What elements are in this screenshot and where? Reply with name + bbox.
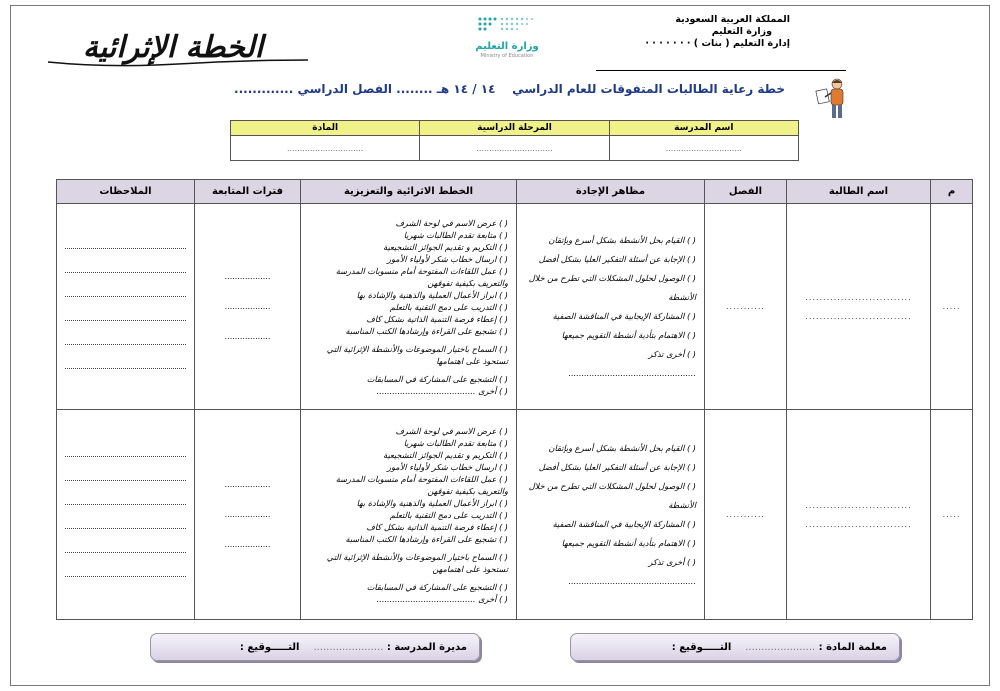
notes-line[interactable] bbox=[65, 307, 186, 321]
mastery-other-line[interactable]: ................................................. bbox=[568, 575, 696, 586]
plan-item[interactable]: ( ) عمل اللقاءات المفتوحة أمام منسوبات المدرسة والتعريف بكيفية تفوقهن bbox=[335, 473, 508, 496]
row-mastery bbox=[517, 204, 705, 410]
notes-line[interactable] bbox=[65, 283, 186, 297]
plan-item[interactable]: ( ) التكريم و تقديم الجوائز التشجيعية bbox=[383, 449, 508, 460]
mastery-item[interactable]: ( ) الاهتمام بتأدية أنشطة التقويم جميعها bbox=[561, 329, 696, 340]
table-row bbox=[57, 204, 973, 410]
mastery-item[interactable]: ( ) القيام بحل الأنشطة بشكل أسرع وبإتقان bbox=[548, 442, 696, 453]
mastery-item[interactable]: ( ) المشاركة الإيجابية في المناقشة الصفية bbox=[552, 518, 696, 529]
plan-item[interactable]: ( ) ارسال خطاب شكر لأولياء الأمور bbox=[387, 253, 508, 264]
ministry-label: وزارة التعليم bbox=[711, 26, 772, 37]
row-notes bbox=[57, 204, 195, 410]
department-label: إدارة التعليم ( بنات ) ‎· · · · · · · bbox=[645, 38, 790, 49]
row-followup bbox=[195, 204, 301, 410]
col-header-mastery: مظاهر الإجادة bbox=[517, 180, 705, 204]
notes-line[interactable] bbox=[65, 443, 186, 457]
row-class[interactable]: ........... bbox=[705, 204, 787, 410]
student-line: .............................. bbox=[805, 500, 912, 510]
notes-line[interactable] bbox=[65, 467, 186, 481]
plan-item[interactable]: ( ) تشجيع على القراءة وإرشادها الكتب المناسبة bbox=[345, 533, 508, 544]
logo-english-text: Ministry of Education bbox=[480, 53, 534, 59]
col-header-num: م bbox=[931, 180, 973, 204]
kingdom-label: المملكة العربية السعودية bbox=[675, 14, 790, 25]
teacher-signature-box[interactable] bbox=[570, 633, 900, 661]
row-mastery bbox=[517, 410, 705, 620]
followup-line[interactable]: .................. bbox=[224, 479, 271, 489]
plan-item[interactable]: ( ) التدريب على دمج التقنية بالتعلم bbox=[389, 509, 508, 520]
plan-item[interactable]: ( ) التشجيع على المشاركة في المسابقات bbox=[366, 373, 508, 384]
plan-item[interactable]: ( ) عمل اللقاءات المفتوحة أمام منسوبات المدرسة والتعريف بكيفية تفوقهن bbox=[335, 265, 508, 288]
mastery-item[interactable]: ( ) الوصول لحلول المشكلات التي تطرح من خلال الأنشطة bbox=[528, 480, 696, 510]
plan-title-semester: الفصل الدراسي ............. bbox=[234, 82, 392, 96]
row-plans bbox=[301, 204, 517, 410]
mastery-item[interactable]: ( ) الإجابة عن أسئلة التفكير العليا بشكل أفضل bbox=[538, 461, 696, 472]
plan-item[interactable]: ( ) أخرى ...................................... bbox=[376, 593, 508, 604]
plan-title-main: خطة رعاية الطالبات المتفوقات للعام الدراسي bbox=[512, 82, 785, 96]
plan-item[interactable]: ( ) متابعة تقدم الطالبات شهريا bbox=[403, 437, 508, 448]
calligraphy-text: الخطة الإثرائية bbox=[82, 30, 264, 65]
notes-line[interactable] bbox=[65, 355, 186, 369]
principal-sign-label: التـــــوقيع : bbox=[239, 642, 300, 653]
notes-line[interactable] bbox=[65, 259, 186, 273]
row-num[interactable]: ..... bbox=[931, 410, 973, 620]
teacher-label: معلمة المادة : bbox=[818, 642, 887, 653]
col-header-student: اسم الطالبة bbox=[787, 180, 931, 204]
plan-item[interactable]: ( ) ابراز الأعمال العملية والذهنية والإشادة بها bbox=[356, 497, 508, 508]
principal-label: مديرة المدرسة : bbox=[386, 642, 467, 653]
notes-line[interactable] bbox=[65, 539, 186, 553]
plan-item[interactable]: ( ) عرض الاسم في لوحة الشرف bbox=[395, 217, 508, 228]
plan-item[interactable]: ( ) إعطاء فرصة التنمية الذاتية بشكل كاف bbox=[366, 313, 508, 324]
notes-line[interactable] bbox=[65, 331, 186, 345]
plan-item[interactable]: ( ) التدريب على دمج التقنية بالتعلم bbox=[389, 301, 508, 312]
followup-line[interactable]: .................. bbox=[224, 331, 271, 341]
student-line: .............................. bbox=[805, 311, 912, 321]
plan-title bbox=[234, 82, 785, 96]
plan-item[interactable]: ( ) ابراز الأعمال العملية والذهنية والإشادة بها bbox=[356, 289, 508, 300]
plan-item[interactable]: ( ) ارسال خطاب شكر لأولياء الأمور bbox=[387, 461, 508, 472]
plan-item[interactable]: ( ) أخرى ...................................... bbox=[376, 385, 508, 396]
notes-line[interactable] bbox=[65, 515, 186, 529]
plan-item[interactable]: ( ) متابعة تقدم الطالبات شهريا bbox=[403, 229, 508, 240]
calligraphy-title bbox=[28, 20, 318, 70]
info-value-stage[interactable]: .............................. bbox=[420, 136, 609, 161]
enrichment-table bbox=[56, 179, 973, 620]
notes-line[interactable] bbox=[65, 563, 186, 577]
mastery-other-line[interactable]: ................................................. bbox=[568, 367, 696, 378]
row-num[interactable]: ..... bbox=[931, 204, 973, 410]
col-header-notes: الملاحظات bbox=[57, 180, 195, 204]
followup-line[interactable]: .................. bbox=[224, 301, 271, 311]
col-header-class: الفصل bbox=[705, 180, 787, 204]
info-header-stage: المرحلة الدراسية bbox=[420, 121, 609, 136]
followup-line[interactable]: .................. bbox=[224, 509, 271, 519]
plan-item[interactable]: ( ) إعطاء فرصة التنمية الذاتية بشكل كاف bbox=[366, 521, 508, 532]
followup-line[interactable]: .................. bbox=[224, 271, 271, 281]
header-ministry-block bbox=[645, 14, 790, 50]
mastery-item[interactable]: ( ) أخرى تذكر bbox=[648, 556, 696, 567]
info-header-subject: المادة bbox=[231, 121, 420, 136]
logo-arabic-text: وزارة التعليم bbox=[475, 41, 539, 52]
info-value-subject[interactable]: .............................. bbox=[231, 136, 420, 161]
mastery-item[interactable]: ( ) الإجابة عن أسئلة التفكير العليا بشكل أفضل bbox=[538, 253, 696, 264]
col-header-plans: الخطط الاثرائية والتعزيزية bbox=[301, 180, 517, 204]
notes-line[interactable] bbox=[65, 491, 186, 505]
ministry-logo bbox=[452, 15, 562, 59]
row-student-name[interactable] bbox=[787, 204, 931, 410]
col-header-followup: فترات المتابعة bbox=[195, 180, 301, 204]
plan-item[interactable]: ( ) التشجيع على المشاركة في المسابقات bbox=[366, 581, 508, 592]
header-rule bbox=[596, 70, 846, 71]
plan-item[interactable]: ( ) السماح باختيار الموضوعات والأنشطة الإثرائية التي تستحوذ على اهتمامها bbox=[326, 343, 508, 366]
info-header-school: اسم المدرسة bbox=[609, 121, 798, 136]
mastery-item[interactable]: ( ) الوصول لحلول المشكلات التي تطرح من خلال الأنشطة bbox=[528, 272, 696, 302]
plan-title-year: ١٤ / ١٤ هـ ........ bbox=[396, 82, 496, 96]
table-row bbox=[57, 410, 973, 620]
followup-line[interactable]: .................. bbox=[224, 539, 271, 549]
mastery-item[interactable]: ( ) القيام بحل الأنشطة بشكل أسرع وبإتقان bbox=[548, 234, 696, 245]
student-line: .............................. bbox=[805, 292, 912, 302]
mastery-item[interactable]: ( ) أخرى تذكر bbox=[648, 348, 696, 359]
teacher-icon bbox=[815, 76, 853, 122]
plan-item[interactable]: ( ) السماح باختيار الموضوعات والأنشطة الإثرائية التي تستحوذ على اهتمامهن bbox=[326, 551, 508, 574]
plan-item[interactable]: ( ) التكريم و تقديم الجوائز التشجيعية bbox=[383, 241, 508, 252]
mastery-item[interactable]: ( ) المشاركة الإيجابية في المناقشة الصفية bbox=[552, 310, 696, 321]
row-student-name[interactable] bbox=[787, 410, 931, 620]
student-line: .............................. bbox=[805, 519, 912, 529]
mastery-item[interactable]: ( ) الاهتمام بتأدية أنشطة التقويم جميعها bbox=[561, 537, 696, 548]
teacher-sign-label: التـــــوقيع : bbox=[671, 642, 732, 653]
teacher-name-dots: ...................... bbox=[745, 642, 816, 653]
principal-signature-box[interactable] bbox=[150, 633, 480, 661]
school-info-table bbox=[230, 120, 799, 161]
plan-item[interactable]: ( ) عرض الاسم في لوحة الشرف bbox=[395, 425, 508, 436]
info-value-school[interactable]: .............................. bbox=[609, 136, 798, 161]
row-followup bbox=[195, 410, 301, 620]
row-plans bbox=[301, 410, 517, 620]
plan-item[interactable]: ( ) تشجيع على القراءة وإرشادها الكتب المناسبة bbox=[345, 325, 508, 336]
notes-line[interactable] bbox=[65, 235, 186, 249]
row-class[interactable]: ........... bbox=[705, 410, 787, 620]
row-notes bbox=[57, 410, 195, 620]
ministry-logo-icon bbox=[472, 15, 542, 35]
principal-name-dots: ...................... bbox=[313, 642, 384, 653]
